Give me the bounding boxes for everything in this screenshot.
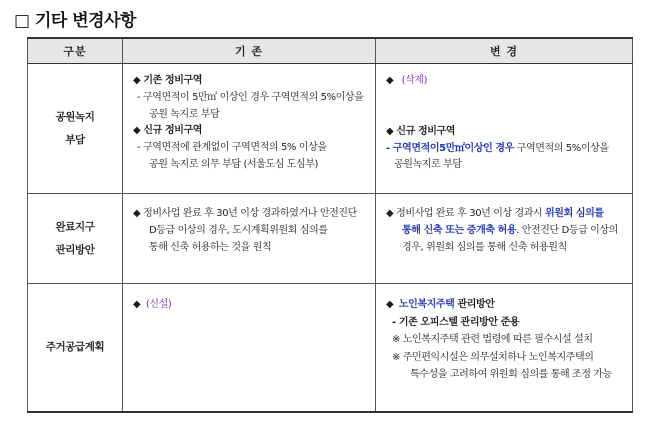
header-category: 구분 <box>28 38 123 64</box>
emphasis-text: 위원회 심의를 <box>545 208 604 219</box>
after-note: ※ 노인복지주택 관련 법령에 따른 필수시설 설치 <box>392 334 593 345</box>
before-heading-existing: ◆ 기존 정비구역 <box>133 75 203 86</box>
before-line: 공원 녹지로 부담 <box>149 108 220 120</box>
category-line: 완료지구 <box>55 221 95 234</box>
changes-table <box>27 37 633 413</box>
bullet-icon: ◆ <box>133 299 141 310</box>
bullet-icon: ◆ <box>386 299 394 310</box>
after-text: . 안전진단 D등급 이상의 <box>516 225 618 237</box>
table-row <box>28 284 633 412</box>
deleted-label: (삭제) <box>401 75 428 86</box>
category-cell <box>28 194 123 284</box>
category-cell <box>28 284 123 412</box>
table-row <box>28 194 633 284</box>
table-header-row <box>28 38 633 64</box>
after-line <box>386 222 628 239</box>
emphasis-text: 노인복지주택 <box>398 299 455 310</box>
after-line <box>386 141 628 158</box>
after-text: 관리방안 <box>454 299 495 310</box>
emphasis-text: 구역면적이5만㎡이상인 경우 <box>392 142 514 154</box>
after-note: ※ 주민편익시설은 의무설치하나 노인복지주택의 <box>392 351 594 363</box>
header-after: 변 경 <box>376 38 633 64</box>
after-text: 구역면적의 5%이상을 <box>513 142 609 154</box>
after-cell <box>376 64 633 194</box>
bullet-icon: ◆ <box>386 75 394 86</box>
after-cell <box>376 284 633 412</box>
after-heading-new: ◆ 신규 정비구역 <box>386 125 456 137</box>
after-heading <box>386 296 628 314</box>
after-deleted-line <box>386 73 628 90</box>
after-line: - 기존 오피스텔 관리방안 준용 <box>392 316 520 328</box>
before-line: 공원 녹지로 의무 부담 (서울도심 도심부) <box>149 158 319 170</box>
category-cell <box>28 64 123 194</box>
category-line: 공원녹지 <box>55 111 95 124</box>
before-cell <box>123 284 376 412</box>
before-cell <box>123 194 376 284</box>
before-line: D등급 이상의 경우, 도시계획위원회 심의를 <box>149 225 328 237</box>
after-cell <box>376 194 633 284</box>
before-cell <box>123 64 376 194</box>
new-label: (신설) <box>145 299 172 310</box>
table-row <box>28 64 633 194</box>
before-line: - 구역면적이 5만㎡ 이상인 경우 구역면적의 5%이상을 <box>137 91 364 103</box>
before-new-line <box>133 296 371 313</box>
before-line: - 구역면적에 관계없이 구역면적의 5% 이상을 <box>137 142 327 154</box>
after-note: 특수성을 고려하여 위원회 심의를 통해 조정 가능 <box>410 369 612 380</box>
category-line: 관리방안 <box>55 243 95 256</box>
after-line: 공원녹지로 부담 <box>394 159 462 171</box>
after-text: ◆ 정비사업 완료 후 30년 이상 경과시 <box>386 208 546 219</box>
emphasis-text: 통해 신축 또는 증개축 허용 <box>402 225 517 237</box>
category-line: 주거공급계획 <box>45 341 105 354</box>
before-line: 통해 신축 허용하는 것을 원칙 <box>149 242 272 254</box>
dash-mark: - <box>386 142 393 154</box>
category-line: 부담 <box>65 133 85 146</box>
after-line: 경우, 위원회 심의를 통해 신축 허용원칙 <box>402 242 567 254</box>
before-line: ◆ 정비사업 완료 후 30년 이상 경과하였거나 안전진단 <box>133 208 357 219</box>
section-title: □ 기타 변경사항 <box>14 11 136 31</box>
header-before: 기 존 <box>123 38 376 64</box>
after-line <box>386 205 628 222</box>
before-heading-new: ◆ 신규 정비구역 <box>133 125 203 137</box>
